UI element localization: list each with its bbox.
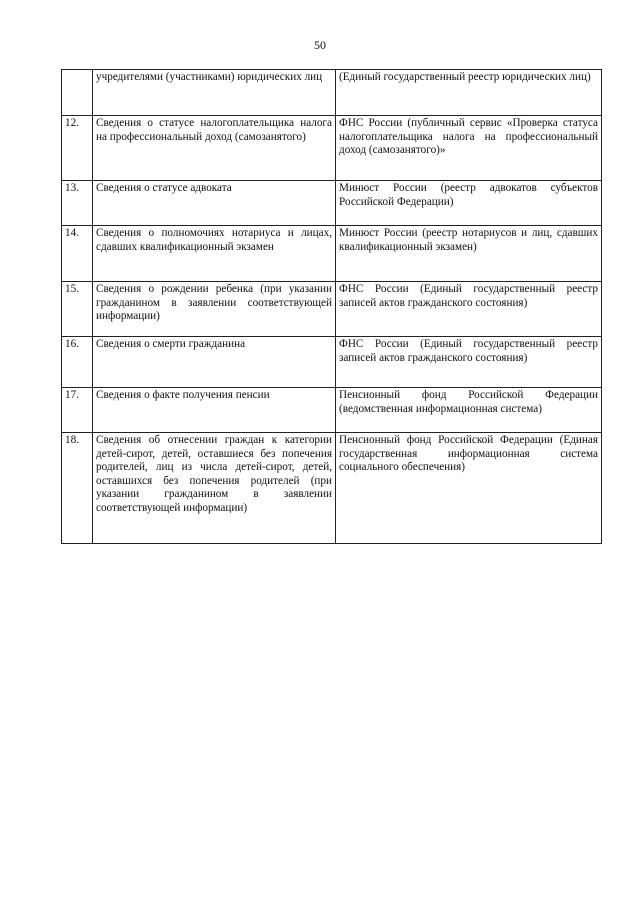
table-row	[62, 116, 602, 181]
table-body	[62, 70, 602, 544]
row-source: Пенсионный фонд Российской Федерации (Единая государственная информационная система социального обеспечения)	[336, 433, 602, 544]
table-row	[62, 433, 602, 544]
data-table	[61, 69, 602, 544]
row-number: 14.	[62, 226, 93, 282]
row-number	[62, 70, 93, 116]
row-info: Сведения о рождении ребенка (при указании гражданином в заявлении соответствующей информации)	[93, 282, 336, 337]
row-info: Сведения о смерти гражданина	[93, 337, 336, 388]
table-row	[62, 388, 602, 433]
row-number: 17.	[62, 388, 93, 433]
page-number: 50	[314, 38, 326, 52]
row-source: Пенсионный фонд Российской Федерации (ведомственная информационная система)	[336, 388, 602, 433]
row-number: 18.	[62, 433, 93, 544]
row-info: Сведения о статусе адвоката	[93, 181, 336, 226]
row-number: 15.	[62, 282, 93, 337]
row-info: Сведения о факте получения пенсии	[93, 388, 336, 433]
row-source: Минюст России (реестр нотариусов и лиц, сдавших квалификационный экзамен)	[336, 226, 602, 282]
row-info: Сведения об отнесении граждан к категории детей-сирот, детей, оставшиеся без попечения родителей, лиц из числа детей-сирот, детей, оставшихся без попечения родителей (при указании гражданином в заявлении соответствующей информации)	[93, 433, 336, 544]
table-row	[62, 282, 602, 337]
row-source: ФНС России (Единый государственный реестр записей актов гражданского состояния)	[336, 337, 602, 388]
row-number: 16.	[62, 337, 93, 388]
table-row	[62, 226, 602, 282]
row-number: 13.	[62, 181, 93, 226]
row-source: ФНС России (публичный сервис «Проверка статуса налогоплательщика налога на профессиональный доход (самозанятого)»	[336, 116, 602, 181]
row-source: Минюст России (реестр адвокатов субъектов Российской Федерации)	[336, 181, 602, 226]
row-source: (Единый государственный реестр юридических лиц)	[336, 70, 602, 116]
table-row	[62, 70, 602, 116]
row-info: Сведения о полномочиях нотариуса и лицах, сдавших квалификационный экзамен	[93, 226, 336, 282]
row-number: 12.	[62, 116, 93, 181]
table-row	[62, 181, 602, 226]
row-source: ФНС России (Единый государственный реестр записей актов гражданского состояния)	[336, 282, 602, 337]
row-info: учредителями (участниками) юридических лиц	[93, 70, 336, 116]
row-info: Сведения о статусе налогоплательщика налога на профессиональный доход (самозанятого)	[93, 116, 336, 181]
table-row	[62, 337, 602, 388]
